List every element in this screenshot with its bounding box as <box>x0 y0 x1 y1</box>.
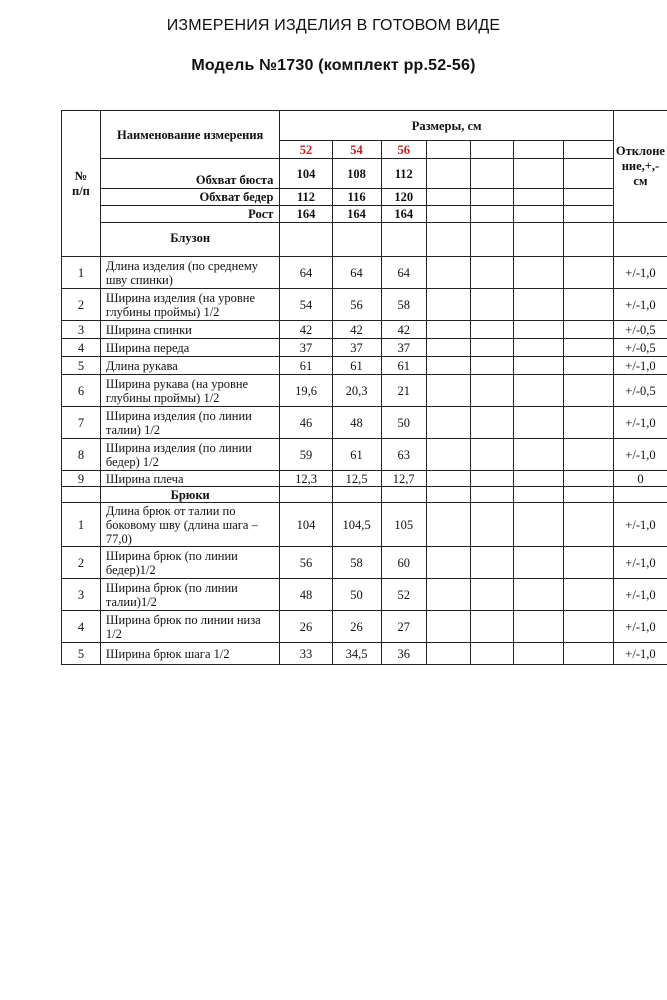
empty-cell <box>563 471 613 487</box>
row-number: 5 <box>62 643 101 665</box>
measurement-name: Ширина брюк по линии низа 1/2 <box>100 611 280 643</box>
measurement-name: Ширина брюк шага 1/2 <box>100 643 280 665</box>
bust-value: 112 <box>381 159 426 189</box>
section-header-row <box>62 487 667 503</box>
measurement-name: Ширина изделия (по линии бедер) 1/2 <box>100 439 280 471</box>
empty-cell <box>514 375 563 407</box>
size-value: 52 <box>381 579 426 611</box>
empty-cell <box>514 321 563 339</box>
empty-cell <box>470 547 514 579</box>
height-label: Рост <box>100 206 280 223</box>
row-number: 7 <box>62 407 101 439</box>
empty-cell <box>426 547 470 579</box>
size-52: 52 <box>280 141 332 159</box>
empty-cell <box>563 357 613 375</box>
col-header-number: № п/п <box>62 111 101 257</box>
empty-cell <box>514 289 563 321</box>
document-title: ИЗМЕРЕНИЯ ИЗДЕЛИЯ В ГОТОВОМ ВИДЕ <box>166 17 501 34</box>
size-value: 61 <box>381 357 426 375</box>
measurement-name: Ширина брюк (по линии талии)1/2 <box>100 579 280 611</box>
empty-cell <box>514 503 563 547</box>
empty-cell <box>426 159 470 189</box>
empty-cell <box>426 357 470 375</box>
table-row <box>62 321 667 339</box>
empty-cell <box>514 339 563 357</box>
size-value: 59 <box>280 439 332 471</box>
table-row <box>62 375 667 407</box>
empty-cell <box>563 643 613 665</box>
size-value: 104,5 <box>332 503 381 547</box>
size-value: 42 <box>332 321 381 339</box>
row-number: 5 <box>62 357 101 375</box>
empty-cell <box>563 439 613 471</box>
size-value: 63 <box>381 439 426 471</box>
table-row <box>62 547 667 579</box>
empty-cell <box>563 407 613 439</box>
size-value: 56 <box>280 547 332 579</box>
empty-cell <box>514 159 563 189</box>
empty-cell <box>514 579 563 611</box>
empty-cell <box>470 321 514 339</box>
empty-cell <box>426 257 470 289</box>
empty-cell <box>563 339 613 357</box>
empty-cell <box>381 223 426 257</box>
table-row <box>62 339 667 357</box>
empty-cell <box>514 223 563 257</box>
table-row <box>62 439 667 471</box>
row-number: 3 <box>62 321 101 339</box>
size-value: 37 <box>332 339 381 357</box>
empty-cell <box>514 611 563 643</box>
size-value: 64 <box>332 257 381 289</box>
model-subtitle: Модель №1730 (комплект рр.52-56) <box>191 57 476 74</box>
empty-cell <box>332 487 381 503</box>
empty-cell <box>563 289 613 321</box>
empty-cell <box>426 141 470 159</box>
empty-cell <box>426 579 470 611</box>
size-value: 26 <box>332 611 381 643</box>
empty-cell <box>514 547 563 579</box>
empty-cell <box>426 439 470 471</box>
size-value: 56 <box>332 289 381 321</box>
measurement-name: Ширина плеча <box>100 471 280 487</box>
empty-cell <box>514 206 563 223</box>
empty-cell <box>426 223 470 257</box>
height-value: 164 <box>381 206 426 223</box>
deviation-value: +/-1,0 <box>613 257 667 289</box>
empty-cell <box>470 223 514 257</box>
deviation-value: +/-0,5 <box>613 321 667 339</box>
measurement-name: Ширина рукава (на уровне глубины проймы) 1/2 <box>100 375 280 407</box>
size-value: 12,5 <box>332 471 381 487</box>
deviation-value: 0 <box>613 471 667 487</box>
empty-cell <box>426 407 470 439</box>
empty-cell <box>563 321 613 339</box>
height-value: 164 <box>332 206 381 223</box>
table-row <box>62 611 667 643</box>
height-value: 164 <box>280 206 332 223</box>
bust-label: Обхват бюста <box>100 159 280 189</box>
size-value: 64 <box>381 257 426 289</box>
row-number: 6 <box>62 375 101 407</box>
empty-cell <box>470 407 514 439</box>
empty-cell <box>563 547 613 579</box>
size-value: 64 <box>280 257 332 289</box>
size-value: 60 <box>381 547 426 579</box>
empty-cell <box>470 206 514 223</box>
size-value: 61 <box>332 357 381 375</box>
size-value: 48 <box>280 579 332 611</box>
size-value: 61 <box>280 357 332 375</box>
deviation-value: +/-1,0 <box>613 503 667 547</box>
section-header-row <box>62 223 667 257</box>
size-value: 50 <box>332 579 381 611</box>
size-value: 36 <box>381 643 426 665</box>
empty-cell <box>426 189 470 206</box>
empty-cell <box>563 206 613 223</box>
size-value: 37 <box>280 339 332 357</box>
empty-cell <box>470 439 514 471</box>
row-number: 4 <box>62 611 101 643</box>
table-row <box>62 407 667 439</box>
empty-cell <box>280 487 332 503</box>
empty-cell <box>563 257 613 289</box>
empty-cell <box>426 289 470 321</box>
deviation-value: +/-1,0 <box>613 407 667 439</box>
hips-value: 116 <box>332 189 381 206</box>
empty-cell <box>563 487 613 503</box>
empty-cell <box>514 189 563 206</box>
measurement-name: Ширина брюк (по линии бедер)1/2 <box>100 547 280 579</box>
table-row <box>62 579 667 611</box>
table-row <box>62 357 667 375</box>
measurement-name: Длина брюк от талии по боковому шву (длина шага – 77,0) <box>100 503 280 547</box>
hips-value: 120 <box>381 189 426 206</box>
size-value: 20,3 <box>332 375 381 407</box>
empty-cell <box>514 643 563 665</box>
empty-cell <box>470 141 514 159</box>
empty-cell <box>470 487 514 503</box>
empty-cell <box>332 223 381 257</box>
deviation-value: +/-1,0 <box>613 611 667 643</box>
row-number: 3 <box>62 579 101 611</box>
empty-cell <box>426 206 470 223</box>
deviation-value: +/-0,5 <box>613 339 667 357</box>
section-title: Блузон <box>100 223 280 257</box>
empty-cell <box>563 611 613 643</box>
empty-cell <box>563 159 613 189</box>
empty-cell <box>280 223 332 257</box>
bust-value: 108 <box>332 159 381 189</box>
empty-cell <box>563 579 613 611</box>
deviation-value: +/-1,0 <box>613 547 667 579</box>
deviation-value: +/-1,0 <box>613 643 667 665</box>
row-number: 1 <box>62 503 101 547</box>
empty-cell <box>470 289 514 321</box>
empty-cell <box>613 223 667 257</box>
deviation-value: +/-1,0 <box>613 289 667 321</box>
empty-cell <box>470 159 514 189</box>
empty-cell <box>62 487 101 503</box>
empty-cell <box>470 257 514 289</box>
size-value: 19,6 <box>280 375 332 407</box>
size-value: 21 <box>381 375 426 407</box>
size-value: 54 <box>280 289 332 321</box>
size-value: 34,5 <box>332 643 381 665</box>
size-value: 48 <box>332 407 381 439</box>
empty-cell <box>470 579 514 611</box>
empty-cell <box>613 487 667 503</box>
empty-cell <box>426 487 470 503</box>
col-header-deviation: Отклоне ние,+,- см <box>613 111 667 223</box>
table-row <box>62 257 667 289</box>
empty-cell <box>470 375 514 407</box>
measurements-table <box>61 110 667 665</box>
table-row <box>62 643 667 665</box>
empty-cell <box>514 487 563 503</box>
col-header-sizes: Размеры, см <box>280 111 613 141</box>
empty-cell <box>514 141 563 159</box>
row-number: 2 <box>62 289 101 321</box>
empty-cell <box>470 471 514 487</box>
hips-value: 112 <box>280 189 332 206</box>
empty-cell <box>514 357 563 375</box>
empty-cell <box>426 471 470 487</box>
size-value: 46 <box>280 407 332 439</box>
table-row <box>62 289 667 321</box>
empty-cell <box>563 375 613 407</box>
measurement-name: Ширина спинки <box>100 321 280 339</box>
deviation-value: +/-1,0 <box>613 357 667 375</box>
measurement-name: Ширина переда <box>100 339 280 357</box>
empty-cell <box>514 257 563 289</box>
empty-cell <box>426 643 470 665</box>
row-number: 4 <box>62 339 101 357</box>
empty-cell <box>426 339 470 357</box>
measurement-name: Длина изделия (по среднему шву спинки) <box>100 257 280 289</box>
size-value: 33 <box>280 643 332 665</box>
size-value: 58 <box>332 547 381 579</box>
col-header-name: Наименование измерения <box>100 111 280 159</box>
table-row <box>62 471 667 487</box>
empty-cell <box>563 141 613 159</box>
size-value: 12,3 <box>280 471 332 487</box>
size-value: 42 <box>280 321 332 339</box>
empty-cell <box>426 611 470 643</box>
table-row <box>62 503 667 547</box>
deviation-value: +/-0,5 <box>613 375 667 407</box>
size-value: 61 <box>332 439 381 471</box>
empty-cell <box>470 611 514 643</box>
empty-cell <box>426 375 470 407</box>
deviation-value: +/-1,0 <box>613 579 667 611</box>
measurement-name: Длина рукава <box>100 357 280 375</box>
row-number: 1 <box>62 257 101 289</box>
size-value: 58 <box>381 289 426 321</box>
deviation-value: +/-1,0 <box>613 439 667 471</box>
empty-cell <box>563 503 613 547</box>
measurement-name: Ширина изделия (по линии талии) 1/2 <box>100 407 280 439</box>
empty-cell <box>514 471 563 487</box>
empty-cell <box>514 439 563 471</box>
empty-cell <box>381 487 426 503</box>
empty-cell <box>470 643 514 665</box>
row-number: 2 <box>62 547 101 579</box>
empty-cell <box>426 503 470 547</box>
size-56: 56 <box>381 141 426 159</box>
measurement-name: Ширина изделия (на уровне глубины проймы) 1/2 <box>100 289 280 321</box>
hips-label: Обхват бедер <box>100 189 280 206</box>
empty-cell <box>514 407 563 439</box>
size-value: 12,7 <box>381 471 426 487</box>
empty-cell <box>470 503 514 547</box>
empty-cell <box>470 339 514 357</box>
empty-cell <box>563 223 613 257</box>
bust-value: 104 <box>280 159 332 189</box>
size-value: 37 <box>381 339 426 357</box>
size-value: 42 <box>381 321 426 339</box>
row-number: 9 <box>62 471 101 487</box>
empty-cell <box>470 357 514 375</box>
size-value: 27 <box>381 611 426 643</box>
empty-cell <box>563 189 613 206</box>
size-value: 105 <box>381 503 426 547</box>
section-title: Брюки <box>100 487 280 503</box>
size-value: 26 <box>280 611 332 643</box>
row-number: 8 <box>62 439 101 471</box>
empty-cell <box>470 189 514 206</box>
empty-cell <box>426 321 470 339</box>
size-value: 50 <box>381 407 426 439</box>
size-54: 54 <box>332 141 381 159</box>
size-value: 104 <box>280 503 332 547</box>
